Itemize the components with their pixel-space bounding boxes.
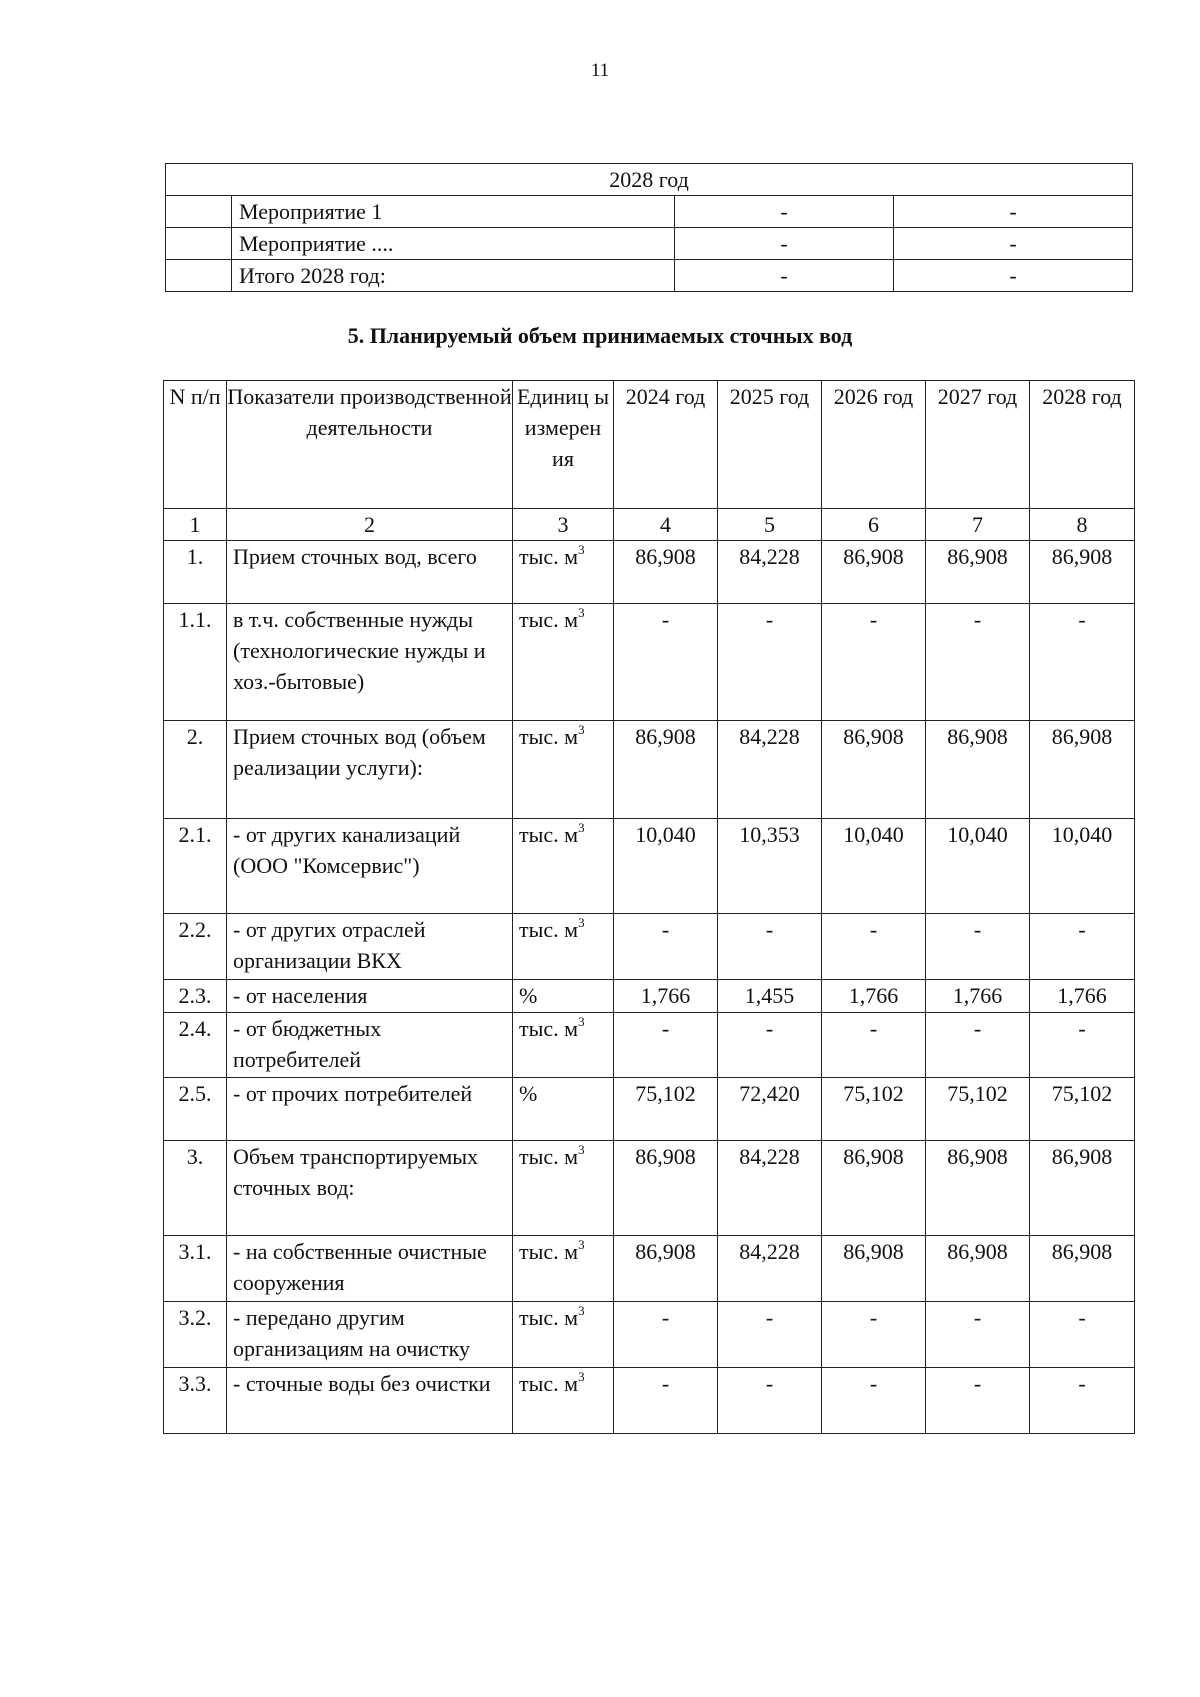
table-row — [166, 228, 1133, 260]
header-year-2027: 2027 год — [926, 381, 1030, 509]
event-name: Мероприятие 1 — [232, 196, 675, 228]
unit-text: тыс. м — [519, 917, 579, 942]
value-cell: 1,766 — [926, 980, 1030, 1013]
row-number: 2.5. — [164, 1078, 227, 1141]
column-number: 4 — [614, 509, 718, 541]
value-cell: 86,908 — [614, 1236, 718, 1302]
value-cell: - — [614, 1302, 718, 1368]
unit-text: % — [519, 983, 538, 1008]
table-row — [164, 604, 1135, 721]
value-cell: 10,040 — [822, 819, 926, 914]
year-header: 2028 год — [166, 164, 1133, 196]
value-cell: 1,766 — [1030, 980, 1135, 1013]
header-row — [164, 381, 1135, 509]
section-title: 5. Планируемый объем принимаемых сточных вод — [347, 323, 853, 348]
value-cell: 86,908 — [1030, 1141, 1135, 1236]
unit-cell — [513, 541, 614, 604]
column-number: 5 — [718, 509, 822, 541]
value-cell: - — [718, 1368, 822, 1434]
value-cell: - — [926, 604, 1030, 721]
header-year-2026: 2026 год — [822, 381, 926, 509]
row-number: 2.3. — [164, 980, 227, 1013]
unit-superscript: 3 — [578, 1141, 585, 1157]
unit-text: % — [519, 1081, 538, 1106]
unit-text: тыс. м — [519, 1239, 579, 1264]
unit-cell — [513, 1141, 614, 1236]
column-number: 2 — [227, 509, 513, 541]
indicator-name: - передано другим организациям на очистку — [227, 1302, 513, 1368]
header-year-2024: 2024 год — [614, 381, 718, 509]
value-cell: 10,353 — [718, 819, 822, 914]
unit-superscript: 3 — [578, 1236, 585, 1252]
empty-cell — [166, 196, 232, 228]
value-cell: 86,908 — [822, 1236, 926, 1302]
value-cell: - — [718, 604, 822, 721]
row-number: 2.1. — [164, 819, 227, 914]
row-number: 2.4. — [164, 1013, 227, 1078]
unit-superscript: 3 — [578, 1302, 585, 1318]
value-cell: 86,908 — [926, 721, 1030, 819]
event-value: - — [894, 228, 1133, 260]
table-row — [164, 1236, 1135, 1302]
table-row — [164, 819, 1135, 914]
unit-text: тыс. м — [519, 724, 579, 749]
value-cell: 75,102 — [822, 1078, 926, 1141]
table-row — [164, 980, 1135, 1013]
unit-superscript: 3 — [578, 914, 585, 930]
value-cell: - — [614, 1368, 718, 1434]
column-number: 3 — [513, 509, 614, 541]
unit-text: тыс. м — [519, 1144, 579, 1169]
unit-cell — [513, 1236, 614, 1302]
value-cell: 75,102 — [926, 1078, 1030, 1141]
value-cell: 86,908 — [926, 1141, 1030, 1236]
event-value: - — [675, 260, 894, 292]
wastewater-volume-table — [163, 380, 1135, 1434]
value-cell: 86,908 — [926, 1236, 1030, 1302]
table-row — [166, 260, 1133, 292]
row-number: 3.2. — [164, 1302, 227, 1368]
unit-text: тыс. м — [519, 1305, 579, 1330]
indicator-name: Объем транспортируемых сточных вод: — [227, 1141, 513, 1236]
value-cell: - — [614, 604, 718, 721]
value-cell: - — [1030, 914, 1135, 980]
row-number: 2.2. — [164, 914, 227, 980]
page-number: 11 — [590, 60, 610, 81]
unit-superscript: 3 — [578, 1013, 585, 1029]
indicator-name: - от прочих потребителей — [227, 1078, 513, 1141]
header-num: N п/п — [164, 381, 227, 509]
event-value: - — [675, 196, 894, 228]
table-row — [164, 1013, 1135, 1078]
unit-text: тыс. м — [519, 822, 579, 847]
column-number-row — [164, 509, 1135, 541]
value-cell: 84,228 — [718, 1236, 822, 1302]
value-cell: - — [926, 1013, 1030, 1078]
unit-superscript: 3 — [578, 604, 585, 620]
value-cell: 86,908 — [614, 721, 718, 819]
header-indicator: Показатели производственной деятельности — [227, 381, 513, 509]
unit-text: тыс. м — [519, 1371, 579, 1396]
unit-cell — [513, 914, 614, 980]
value-cell: - — [822, 914, 926, 980]
unit-cell — [513, 1013, 614, 1078]
indicator-name: - от других канализаций (ООО "Комсервис") — [227, 819, 513, 914]
indicator-name: - от бюджетных потребителей — [227, 1013, 513, 1078]
unit-text: тыс. м — [519, 607, 579, 632]
value-cell: 86,908 — [926, 541, 1030, 604]
indicator-name: Прием сточных вод (объем реализации услуги): — [227, 721, 513, 819]
value-cell: 75,102 — [1030, 1078, 1135, 1141]
table-row — [164, 914, 1135, 980]
column-number: 1 — [164, 509, 227, 541]
column-number: 7 — [926, 509, 1030, 541]
event-name: Мероприятие .... — [232, 228, 675, 260]
table-row — [164, 1368, 1135, 1434]
unit-cell — [513, 819, 614, 914]
value-cell: 86,908 — [614, 1141, 718, 1236]
unit-cell — [513, 1078, 614, 1141]
value-cell: - — [1030, 1013, 1135, 1078]
table-body — [164, 541, 1135, 1434]
header-unit: Единиц ы измерен ия — [513, 381, 614, 509]
table-row — [164, 721, 1135, 819]
value-cell: - — [822, 1302, 926, 1368]
value-cell: 86,908 — [822, 541, 926, 604]
value-cell: 1,766 — [614, 980, 718, 1013]
value-cell: - — [822, 1368, 926, 1434]
row-number: 3. — [164, 1141, 227, 1236]
value-cell: - — [1030, 1368, 1135, 1434]
row-number: 1.1. — [164, 604, 227, 721]
events-2028-table — [165, 163, 1133, 292]
table-row — [164, 1078, 1135, 1141]
value-cell: - — [822, 604, 926, 721]
value-cell: 84,228 — [718, 1141, 822, 1236]
value-cell: 86,908 — [1030, 721, 1135, 819]
value-cell: - — [822, 1013, 926, 1078]
unit-superscript: 3 — [578, 1368, 585, 1384]
value-cell: 86,908 — [822, 1141, 926, 1236]
column-number: 6 — [822, 509, 926, 541]
value-cell: 10,040 — [614, 819, 718, 914]
unit-cell — [513, 604, 614, 721]
column-number: 8 — [1030, 509, 1135, 541]
value-cell: 86,908 — [1030, 1236, 1135, 1302]
indicator-name: - на собственные очистные сооружения — [227, 1236, 513, 1302]
row-number: 3.1. — [164, 1236, 227, 1302]
indicator-name: - от других отраслей организации ВКХ — [227, 914, 513, 980]
indicator-name: в т.ч. собственные нужды (технологические нужды и хоз.-бытовые) — [227, 604, 513, 721]
table-row — [164, 541, 1135, 604]
indicator-name: - сточные воды без очистки — [227, 1368, 513, 1434]
unit-superscript: 3 — [578, 541, 585, 557]
value-cell: 86,908 — [822, 721, 926, 819]
table-row — [164, 1141, 1135, 1236]
unit-superscript: 3 — [578, 819, 585, 835]
header-year-2028: 2028 год — [1030, 381, 1135, 509]
event-value: - — [894, 260, 1133, 292]
value-cell: - — [614, 914, 718, 980]
unit-cell — [513, 1302, 614, 1368]
value-cell: 10,040 — [926, 819, 1030, 914]
unit-text: тыс. м — [519, 544, 579, 569]
event-total-label: Итого 2028 год: — [232, 260, 675, 292]
value-cell: - — [718, 1013, 822, 1078]
header-year-2025: 2025 год — [718, 381, 822, 509]
value-cell: - — [926, 1368, 1030, 1434]
value-cell: - — [926, 1302, 1030, 1368]
row-number: 3.3. — [164, 1368, 227, 1434]
unit-cell — [513, 980, 614, 1013]
value-cell: 86,908 — [614, 541, 718, 604]
value-cell: - — [926, 914, 1030, 980]
value-cell: - — [1030, 604, 1135, 721]
unit-superscript: 3 — [578, 721, 585, 737]
value-cell: 86,908 — [1030, 541, 1135, 604]
row-number: 2. — [164, 721, 227, 819]
value-cell: 1,766 — [822, 980, 926, 1013]
value-cell: 10,040 — [1030, 819, 1135, 914]
value-cell: 75,102 — [614, 1078, 718, 1141]
value-cell: - — [718, 1302, 822, 1368]
value-cell: - — [614, 1013, 718, 1078]
event-value: - — [675, 228, 894, 260]
value-cell: 84,228 — [718, 721, 822, 819]
unit-cell — [513, 1368, 614, 1434]
value-cell: 72,420 — [718, 1078, 822, 1141]
unit-text: тыс. м — [519, 1016, 579, 1041]
table-row — [164, 1302, 1135, 1368]
empty-cell — [166, 228, 232, 260]
table-row — [166, 196, 1133, 228]
value-cell: 84,228 — [718, 541, 822, 604]
empty-cell — [166, 260, 232, 292]
value-cell: - — [1030, 1302, 1135, 1368]
row-number: 1. — [164, 541, 227, 604]
unit-cell — [513, 721, 614, 819]
indicator-name: - от населения — [227, 980, 513, 1013]
value-cell: 1,455 — [718, 980, 822, 1013]
event-value: - — [894, 196, 1133, 228]
value-cell: - — [718, 914, 822, 980]
indicator-name: Прием сточных вод, всего — [227, 541, 513, 604]
